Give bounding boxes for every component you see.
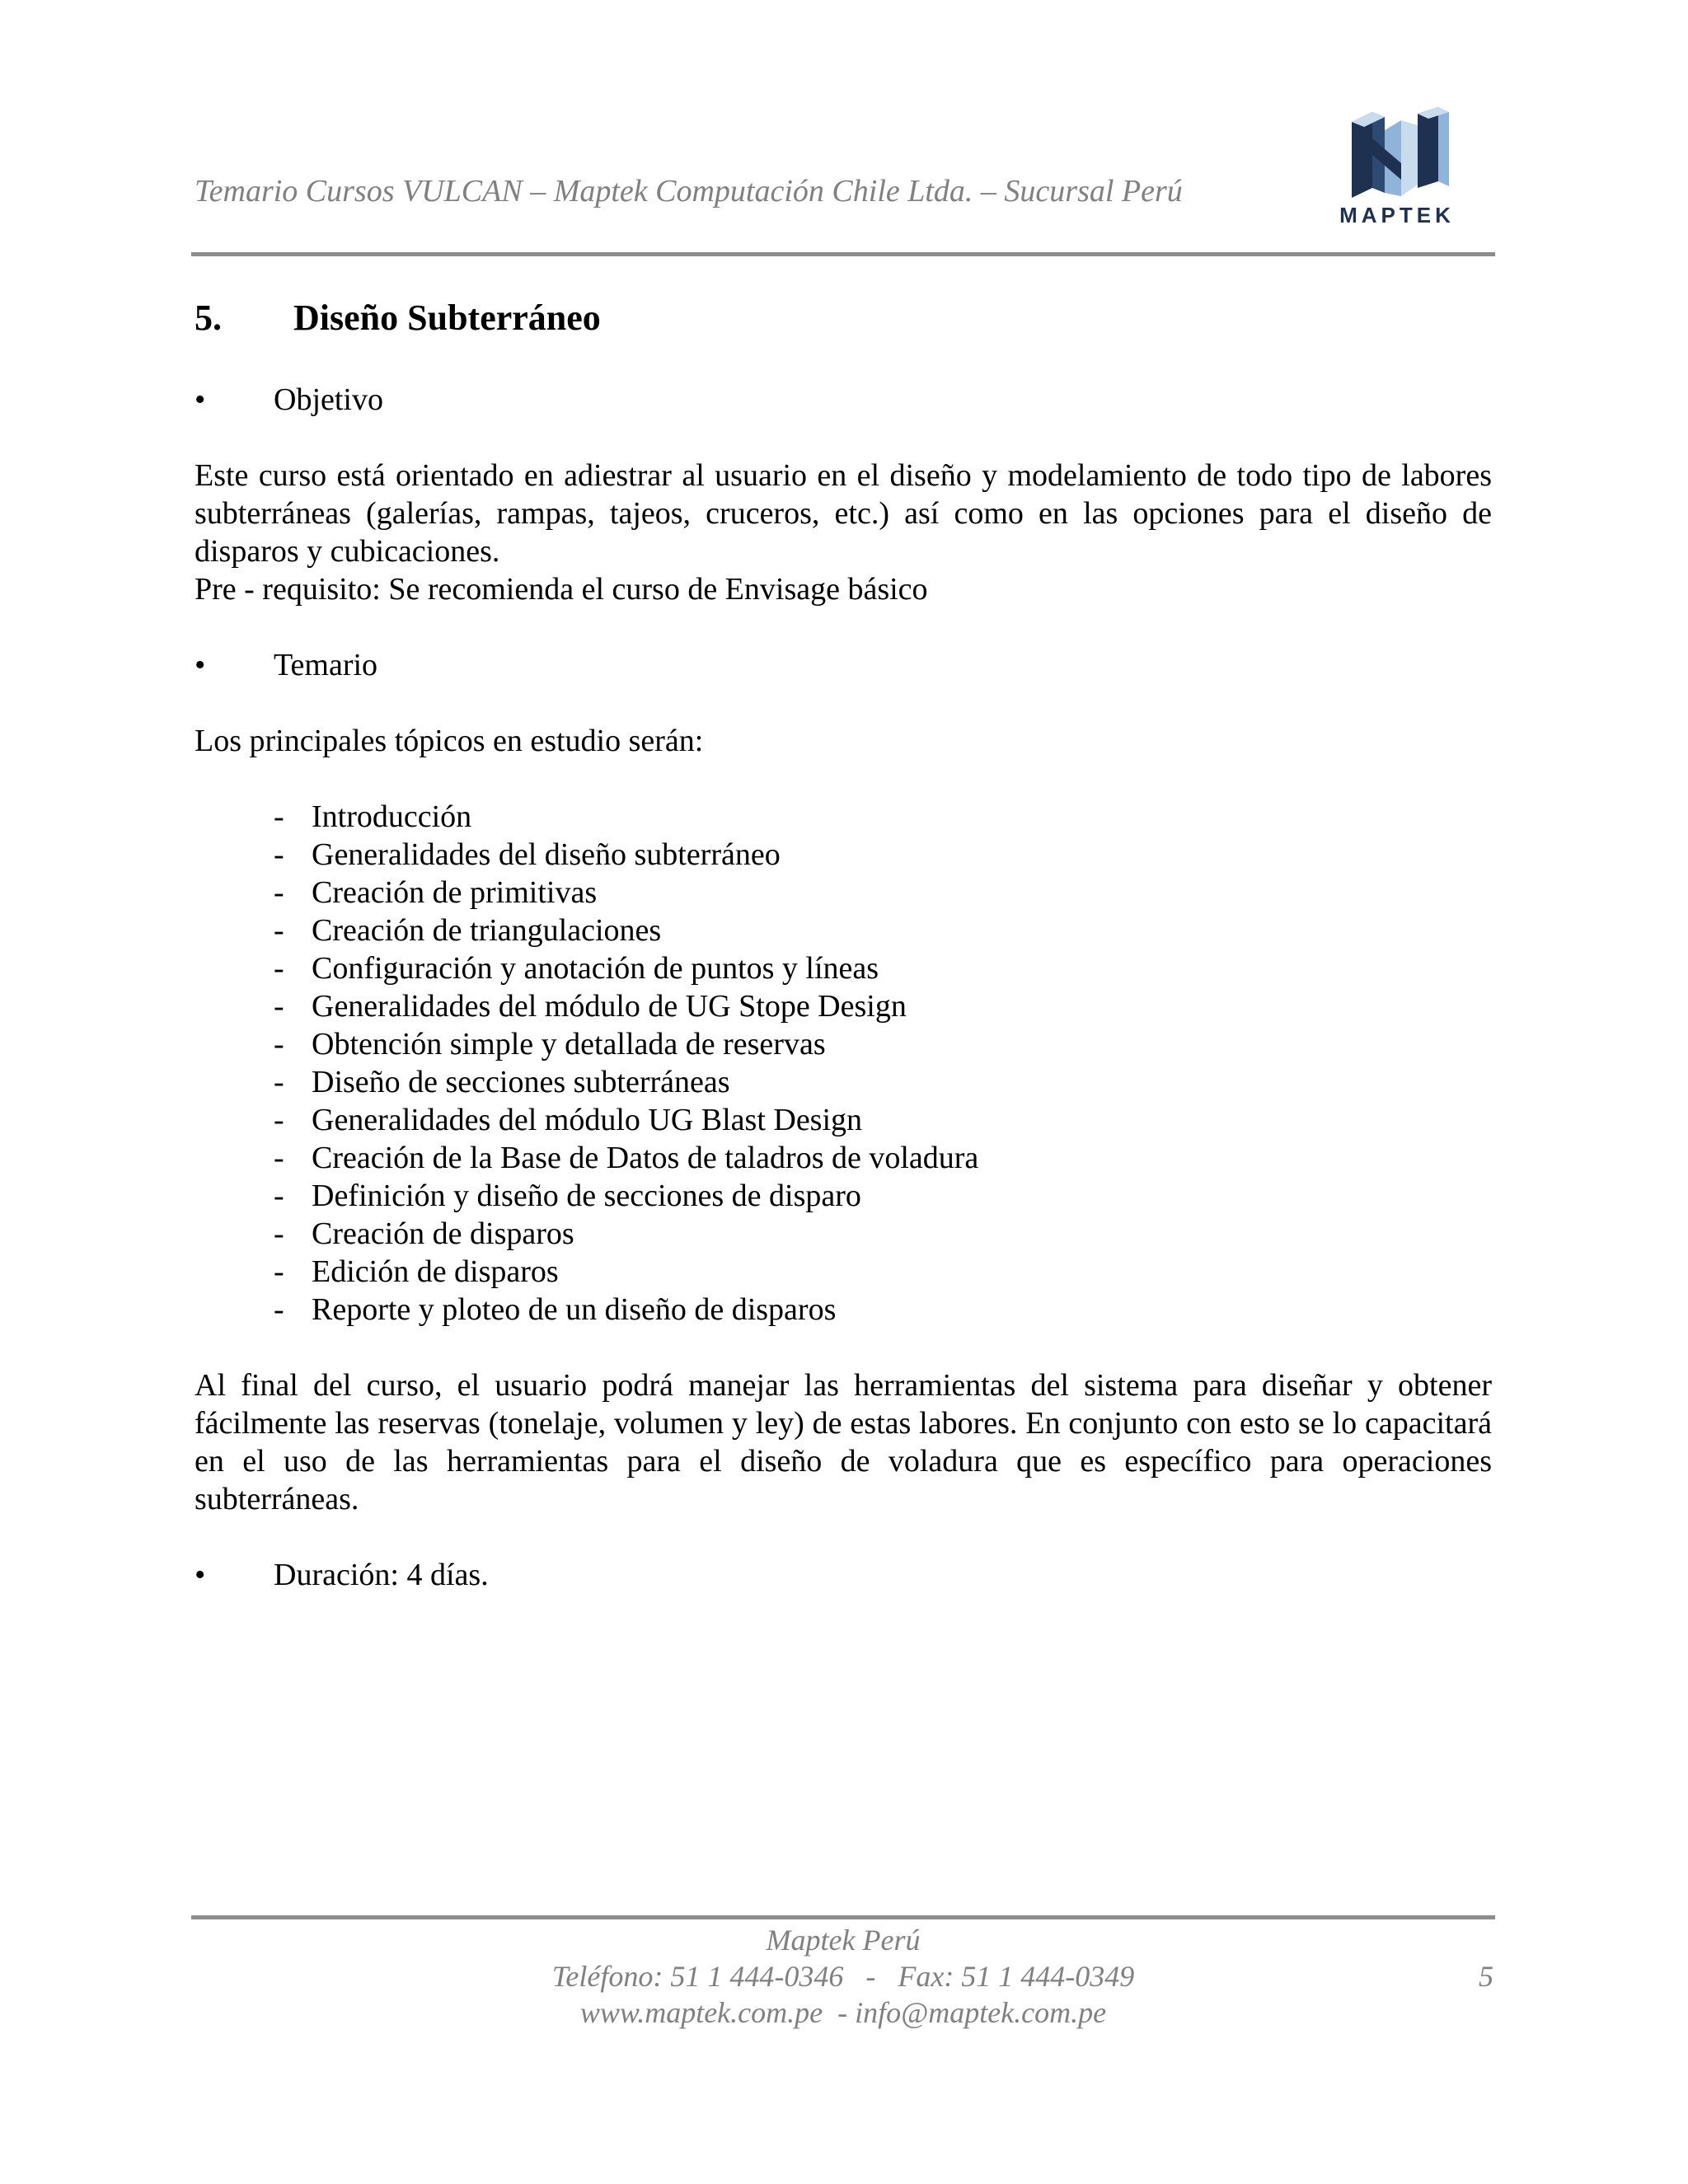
objetivo-text: Este curso está orientado en adiestrar al usuario en el diseño y modelamiento de todo tipo de labores subterráneas (galerías, rampas, tajeos, cruceros, etc.) así como en las opciones para el diseño de disparos y cubicaciones. [195,458,1492,569]
list-dash: - [274,1254,284,1289]
list-item [274,1063,1492,1101]
list-item-text: Generalidades del módulo UG Blast Design [312,1103,863,1137]
list-item [274,836,1492,874]
bullet-marker: • [195,1558,206,1592]
section-number: 5. [195,298,222,338]
objetivo-bullet [195,381,1492,419]
bullet-marker: • [195,382,206,417]
list-dash: - [274,1292,284,1327]
page-number: 5 [1479,1960,1493,1993]
bullet-marker: • [195,648,206,682]
footer-phone-fax: Teléfono: 51 1 444-0346 - Fax: 51 1 444-0349 [551,1960,1135,1993]
list-item-text: Creación de la Base de Datos de taladros de voladura [312,1141,979,1175]
maptek-logo [1335,105,1459,229]
list-dash: - [274,1216,284,1251]
objetivo-label: Objetivo [274,382,383,417]
list-item-text: Diseño de secciones subterráneas [312,1065,730,1099]
document-body [195,293,1492,1594]
list-item-text: Reporte y ploteo de un diseño de disparos [312,1292,837,1327]
list-dash: - [274,989,284,1024]
list-item [274,949,1492,987]
list-dash: - [274,875,284,910]
list-item [274,1139,1492,1177]
duracion-bullet [195,1556,1492,1594]
list-item-text: Edición de disparos [312,1254,559,1289]
list-item-text: Creación de primitivas [312,875,598,910]
list-dash: - [274,1065,284,1099]
header-divider [191,252,1495,256]
temario-label: Temario [274,648,378,682]
footer-divider [191,1915,1495,1919]
closing-paragraph: Al final del curso, el usuario podrá manejar las herramientas del sistema para diseñar y obtener fácilmente las reservas (tonelaje, volumen y ley) de estas labores. En conjunto con esto se lo capacitará en el uso de las herramientas para el diseño de voladura que es específico para operaciones subterráneas. [195,1368,1492,1516]
section-heading [195,293,1492,343]
list-item-text: Introducción [312,799,472,834]
list-item [274,798,1492,836]
list-item [274,1253,1492,1291]
list-item-text: Generalidades del módulo de UG Stope Design [312,989,907,1024]
list-item [274,1101,1492,1139]
objetivo-paragraph [195,457,1492,608]
logo-text: MAPTEK [1339,203,1455,227]
header-title: Temario Cursos VULCAN – Maptek Computación Chile Ltda. – Sucursal Perú [195,174,1183,209]
list-item-text: Obtención simple y detallada de reservas [312,1027,826,1062]
list-dash: - [274,951,284,986]
footer-company: Maptek Perú [766,1924,921,1957]
temario-bullet [195,646,1492,684]
footer-web-email: www.maptek.com.pe - info@maptek.com.pe [579,1996,1107,2029]
list-dash: - [274,1141,284,1175]
list-item [274,912,1492,949]
list-item [274,1025,1492,1063]
list-item-text: Configuración y anotación de puntos y líneas [312,951,879,986]
maptek-logo-icon [1335,105,1459,200]
topic-list [195,798,1492,1329]
list-item [274,1177,1492,1215]
temario-intro: Los principales tópicos en estudio serán: [195,724,704,758]
list-dash: - [274,1027,284,1062]
list-item-text: Generalidades del diseño subterráneo [312,837,781,872]
list-dash: - [274,913,284,948]
list-item-text: Creación de disparos [312,1216,574,1251]
list-item [274,987,1492,1025]
section-title: Diseño Subterráneo [293,298,601,338]
list-item [274,874,1492,912]
list-dash: - [274,837,284,872]
list-dash: - [274,1103,284,1137]
list-item [274,1215,1492,1253]
list-dash: - [274,1179,284,1213]
prerequisite-text: Pre - requisito: Se recomienda el curso de Envisage básico [195,572,928,607]
list-item-text: Definición y diseño de secciones de disparo [312,1179,861,1213]
list-item [274,1291,1492,1329]
list-dash: - [274,799,284,834]
duracion-label: Duración: 4 días. [274,1558,489,1592]
footer [195,1922,1492,2031]
list-item-text: Creación de triangulaciones [312,913,662,948]
